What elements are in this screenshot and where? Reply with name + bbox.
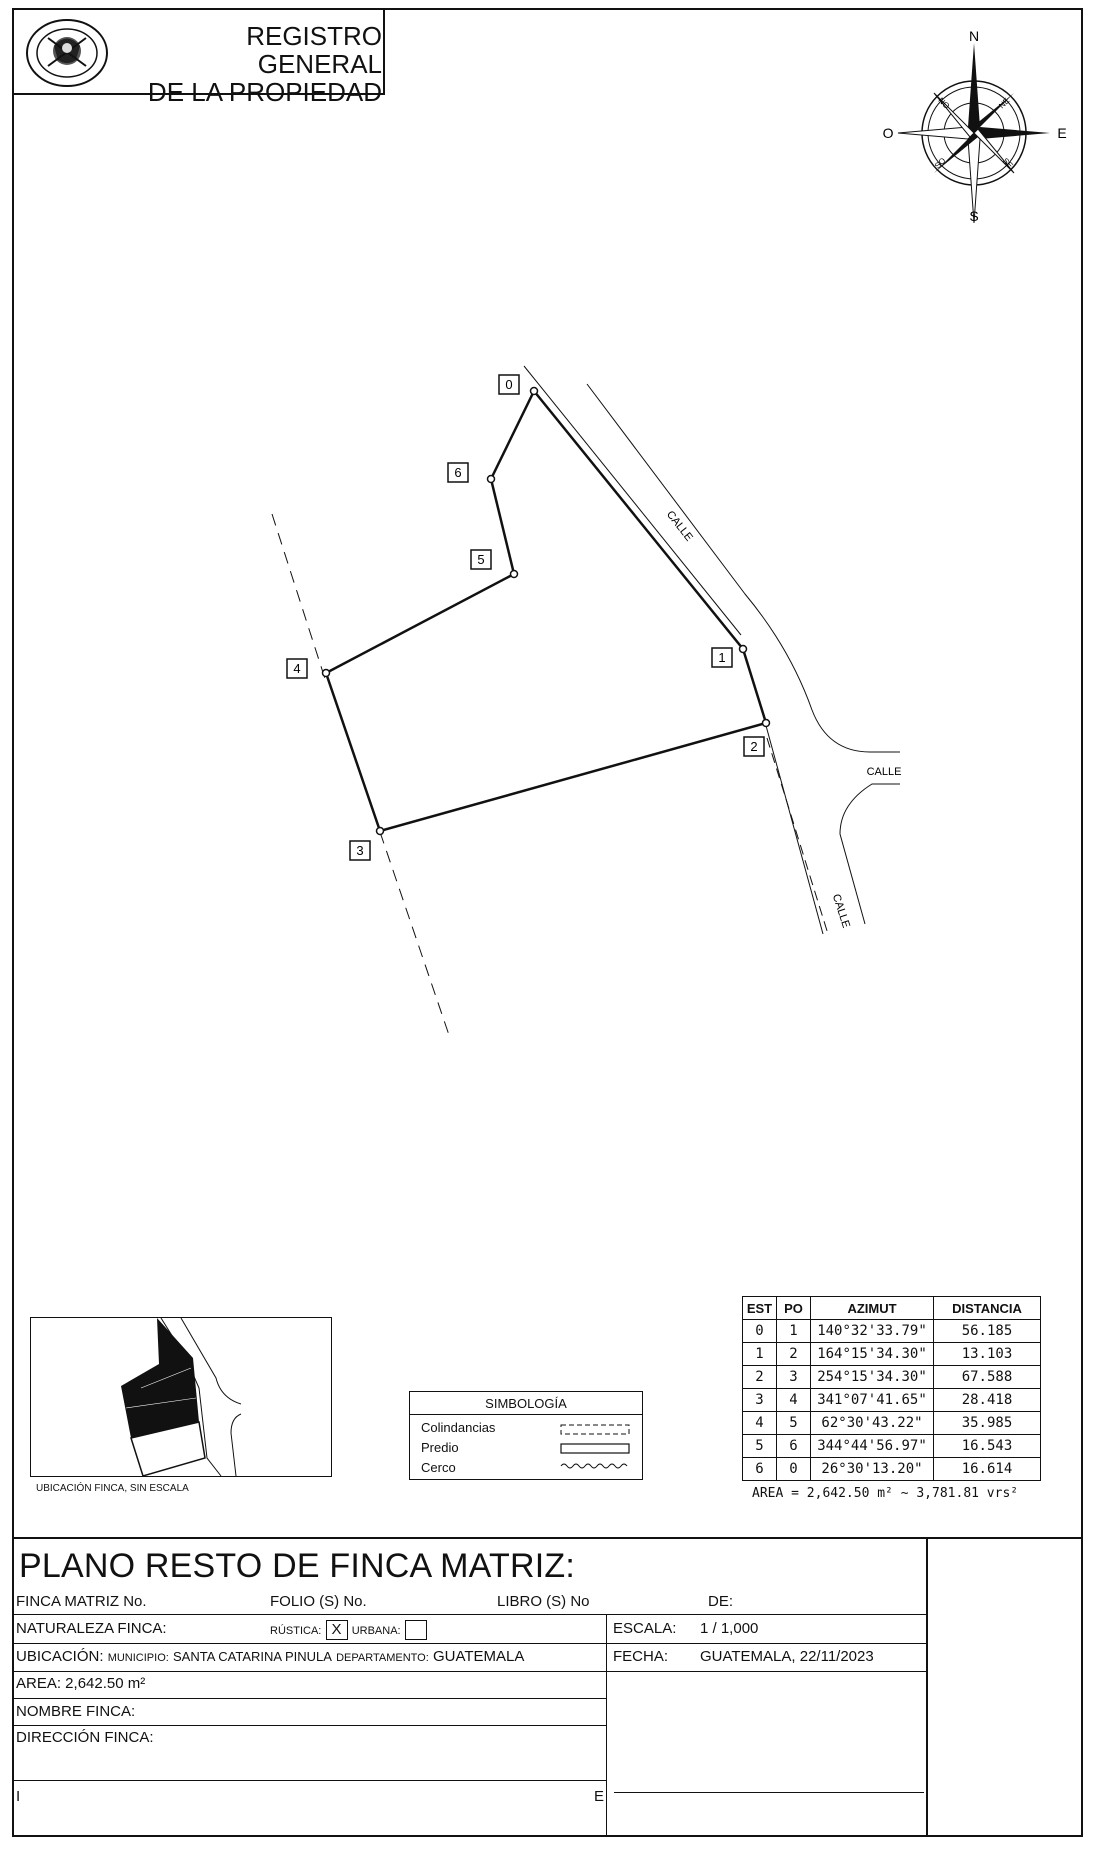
naturaleza-label: NATURALEZA FINCA: (16, 1620, 167, 1637)
divider (12, 1614, 926, 1615)
fecha-label: FECHA: (613, 1648, 669, 1665)
urbana-checkbox (405, 1620, 427, 1640)
table-row (743, 1412, 1041, 1435)
table-row (743, 1458, 1041, 1481)
legend (409, 1391, 643, 1480)
column-header: AZIMUT (811, 1297, 934, 1320)
point-label-3: 3 (356, 843, 364, 858)
cell: 16.614 (934, 1458, 1041, 1481)
legend-item-predio: Predio (421, 1440, 459, 1455)
cell: 6 (743, 1458, 777, 1481)
adjacent-boundary (380, 832, 450, 1038)
rustica-checkbox: X (326, 1620, 348, 1640)
point-label-5: 5 (477, 552, 485, 567)
cell: 344°44'56.97" (811, 1435, 934, 1458)
table-row (743, 1343, 1041, 1366)
divider (12, 1780, 606, 1781)
legend-item-colindancias: Colindancias (421, 1420, 496, 1435)
cell: 28.418 (934, 1389, 1041, 1412)
cell: 67.588 (934, 1366, 1041, 1389)
cell: 254°15'34.30" (811, 1366, 934, 1389)
legend-symbol-solid (561, 1444, 629, 1453)
compass-n: N (968, 28, 980, 44)
cell: 164°15'34.30" (811, 1343, 934, 1366)
street-edge (524, 366, 741, 635)
cell: 5 (777, 1412, 811, 1435)
vertex-markers (323, 388, 770, 835)
plan-title: PLANO RESTO DE FINCA MATRIZ: (19, 1547, 575, 1585)
cell: 2 (743, 1366, 777, 1389)
area-field: AREA: 2,642.50 m² (16, 1675, 146, 1692)
cell: 2 (777, 1343, 811, 1366)
departamento-value: GUATEMALA (432, 1648, 525, 1665)
location-map (30, 1317, 332, 1477)
signature-line (614, 1792, 924, 1793)
cell: 5 (743, 1435, 777, 1458)
property-polygon (326, 391, 766, 831)
point-label-4: 4 (293, 661, 301, 676)
legend-symbol-dashed (561, 1425, 629, 1434)
legend-symbol-wavy (561, 1464, 627, 1468)
point-label-0: 0 (505, 377, 513, 392)
street-label: CALLE (829, 892, 852, 930)
compass-ne: NE (997, 96, 1012, 111)
column-header: DISTANCIA (934, 1297, 1041, 1320)
institution-line-2: DE LA PROPIEDAD (147, 77, 382, 107)
title-block-right-divider (926, 1537, 928, 1837)
urbana-label: URBANA: (351, 1624, 401, 1637)
escala-label: ESCALA: (613, 1620, 677, 1637)
institution-line-1: REGISTRO GENERAL (246, 21, 382, 79)
column-divider (606, 1614, 607, 1837)
compass-so: SO (932, 155, 948, 171)
ubicacion-label: UBICACIÓN: (16, 1648, 104, 1665)
rustica-label: RÚSTICA: (270, 1624, 322, 1637)
divider (12, 1643, 926, 1644)
bottom-left-mark: I (16, 1788, 21, 1805)
de-label: DE: (708, 1593, 734, 1610)
point-label-2: 2 (750, 739, 758, 754)
cell: 4 (777, 1389, 811, 1412)
street-label: CALLE (866, 766, 902, 778)
compass-no: NO (936, 95, 952, 111)
cell: 3 (743, 1389, 777, 1412)
rustica-field (270, 1620, 427, 1640)
compass-se: SE (1000, 156, 1015, 171)
compass-e: E (1057, 125, 1067, 141)
finca-matriz-label: FINCA MATRIZ No. (16, 1593, 147, 1610)
libro-label: LIBRO (S) No (497, 1593, 590, 1610)
table-header-row (743, 1297, 1041, 1320)
column-header: EST (743, 1297, 777, 1320)
table-row (743, 1435, 1041, 1458)
divider (12, 1698, 606, 1699)
direccion-finca-label: DIRECCIÓN FINCA: (16, 1729, 154, 1746)
folio-label: FOLIO (S) No. (270, 1593, 367, 1610)
cell: 0 (743, 1320, 777, 1343)
location-map-caption: UBICACIÓN FINCA, SIN ESCALA (36, 1483, 189, 1494)
cell: 62°30'43.22" (811, 1412, 934, 1435)
street-label: CALLE (663, 508, 695, 544)
area-summary: AREA = 2,642.50 m² ~ 3,781.81 vrs² (752, 1486, 1019, 1501)
cell: 1 (777, 1320, 811, 1343)
table-row (743, 1320, 1041, 1343)
escala-value: 1 / 1,000 (700, 1620, 759, 1637)
cell: 4 (743, 1412, 777, 1435)
street-edge (587, 384, 900, 752)
point-label-1: 1 (718, 650, 726, 665)
divider (12, 1671, 926, 1672)
legend-title: SIMBOLOGÍA (485, 1396, 567, 1411)
table-row (743, 1389, 1041, 1412)
street-edge (765, 722, 823, 934)
ubicacion-field (16, 1648, 524, 1665)
cell: 16.543 (934, 1435, 1041, 1458)
cell: 6 (777, 1435, 811, 1458)
cell: 26°30'13.20" (811, 1458, 934, 1481)
compass-w: O (882, 125, 894, 141)
cell: 1 (743, 1343, 777, 1366)
cell: 341°07'41.65" (811, 1389, 934, 1412)
cell: 13.103 (934, 1343, 1041, 1366)
cell: 0 (777, 1458, 811, 1481)
municipio-label: MUNICIPIO: (107, 1652, 169, 1664)
nombre-finca-label: NOMBRE FINCA: (16, 1703, 136, 1720)
table-row (743, 1366, 1041, 1389)
municipio-value: SANTA CATARINA PINULA (172, 1649, 332, 1664)
cell: 140°32'33.79" (811, 1320, 934, 1343)
divider (12, 1725, 606, 1726)
point-label-6: 6 (454, 465, 462, 480)
adjacent-boundary (767, 738, 828, 934)
legend-item-cerco: Cerco (421, 1460, 456, 1475)
cell: 35.985 (934, 1412, 1041, 1435)
cell: 56.185 (934, 1320, 1041, 1343)
compass-s: S (969, 208, 979, 224)
street-edge (840, 784, 900, 924)
cell: 3 (777, 1366, 811, 1389)
bottom-mid-mark: E (594, 1788, 605, 1805)
departamento-label: DEPARTAMENTO: (336, 1652, 429, 1664)
column-header: PO (777, 1297, 811, 1320)
survey-points-table (742, 1296, 1041, 1481)
fecha-value: GUATEMALA, 22/11/2023 (700, 1648, 874, 1665)
